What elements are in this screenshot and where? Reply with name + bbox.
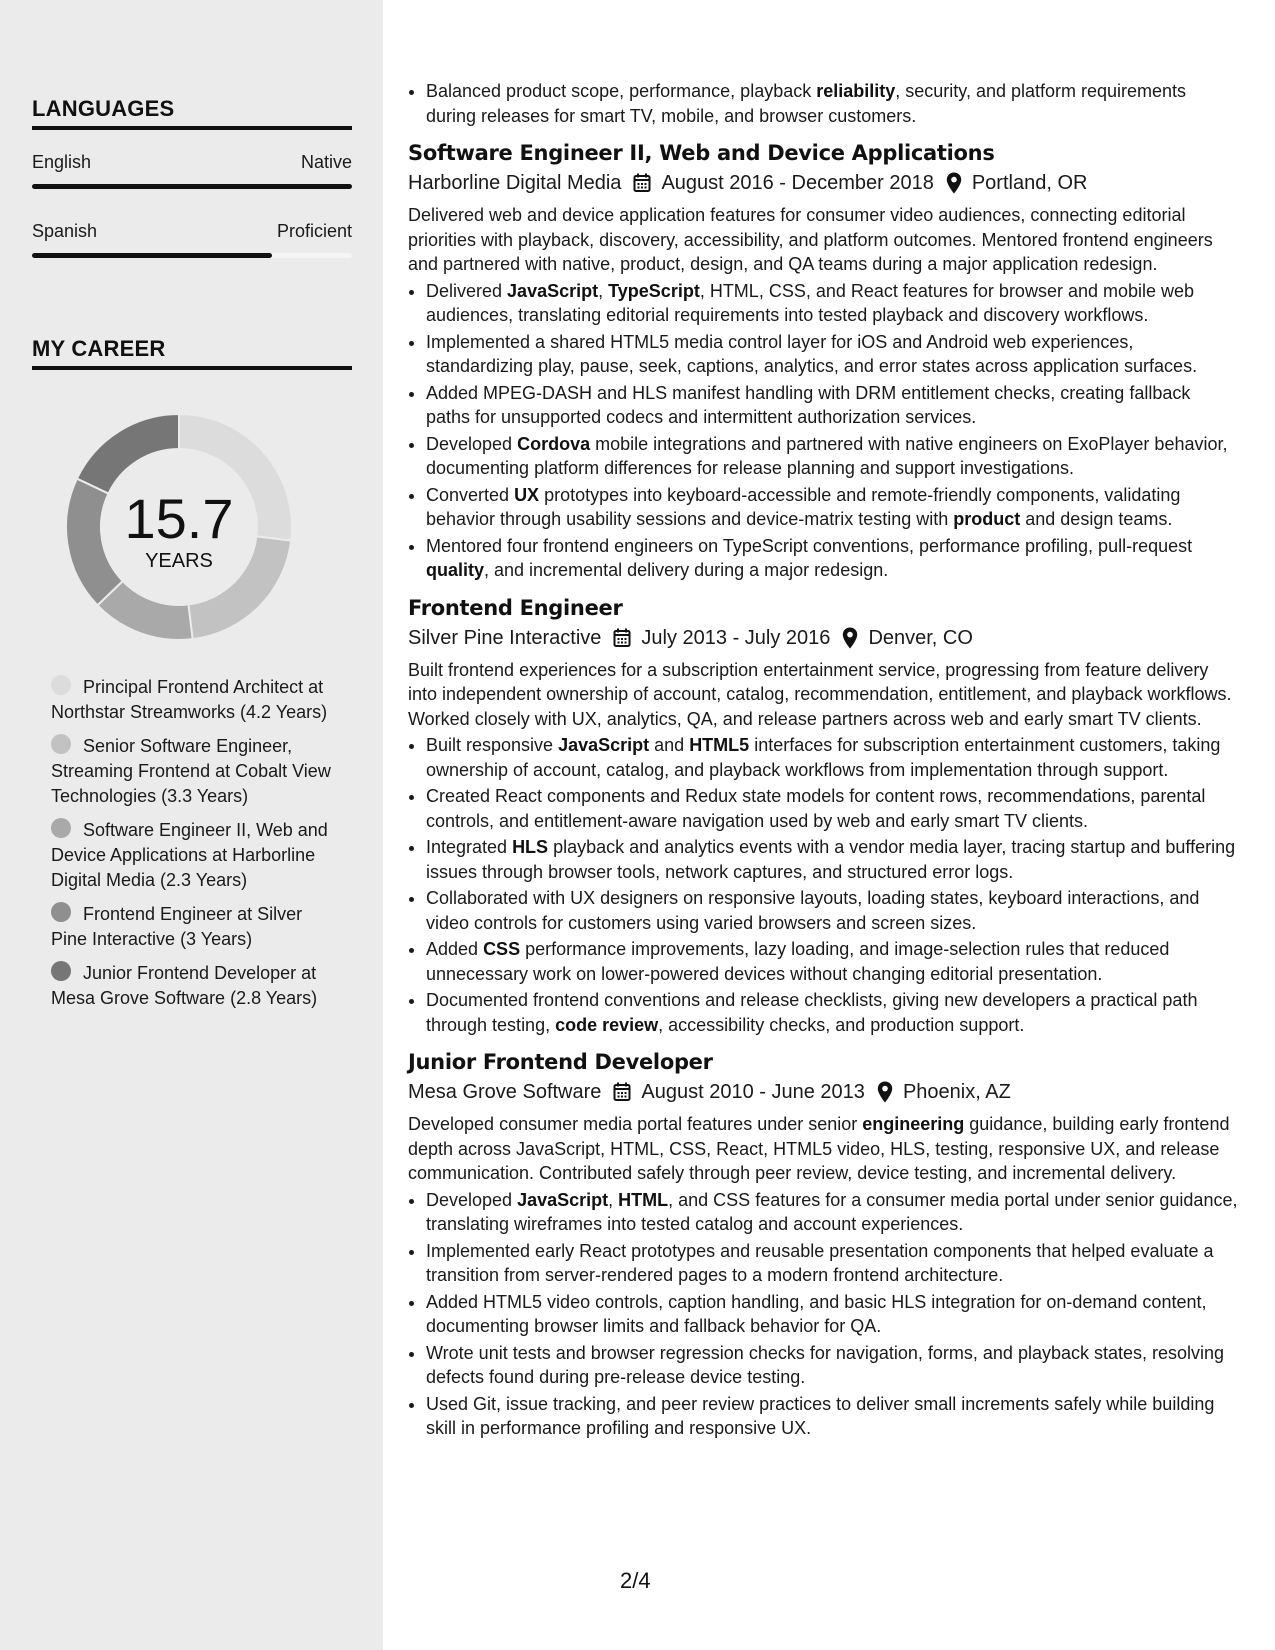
job-location: Denver, CO bbox=[868, 626, 973, 649]
language-bar-fill bbox=[32, 184, 352, 189]
career-heading: MY CAREER bbox=[32, 336, 166, 361]
job-bullet-list bbox=[408, 1188, 1238, 1441]
career-legend-label: Junior Frontend Developer at Mesa Grove Software (2.8 Years) bbox=[51, 963, 318, 1008]
job-meta bbox=[408, 1077, 1238, 1107]
job-summary: Developed consumer media portal features under senior engineering guidance, building early frontend depth across JavaScript, HTML, CSS, React, HTML5 video, HLS, testing, responsive UX, and release communication. Contributed safely through peer review, device testing, and incremental delivery. bbox=[408, 1114, 1230, 1183]
language-bar-english bbox=[32, 184, 352, 189]
career-legend-item bbox=[51, 902, 341, 952]
job-summary: Delivered web and device application features for consumer video audiences, connecting editorial priorities with playback, discovery, accessibility, and platform outcomes. Mentored frontend engineers and partnered with native, product, design, and QA teams during a major application redesign. bbox=[408, 205, 1213, 274]
language-row-spanish bbox=[32, 221, 352, 242]
job-title: Frontend Engineer bbox=[408, 595, 623, 620]
language-level: Native bbox=[300, 152, 352, 172]
bullet-item: • Integrated HLS playback and analytics events with a vendor media layer, tracing startup and buffering issues through browser tools, network captures, and structured error logs. bbox=[426, 835, 1238, 884]
bullet-item: • Implemented a shared HTML5 media control layer for iOS and Android web experiences, standardizing play, pause, seek, captions, analytics, and error states across application surfaces. bbox=[426, 330, 1238, 379]
calendar-icon bbox=[613, 628, 631, 648]
language-row-english bbox=[32, 152, 352, 173]
bullet-item: • Wrote unit tests and browser regression checks for navigation, forms, and playback states, resolving defects found during pre-release device testing. bbox=[426, 1341, 1238, 1390]
career-legend-label: Principal Frontend Architect at Northstar Streamworks (4.2 Years) bbox=[51, 677, 328, 722]
career-legend-item bbox=[51, 818, 341, 893]
legend-dot bbox=[51, 734, 71, 754]
career-legend-label: Senior Software Engineer, Streaming Frontend at Cobalt View Technologies (3.3 Years) bbox=[51, 736, 331, 806]
bullet-item: • Balanced product scope, performance, playback reliability, security, and platform requirements during releases for smart TV, mobile, and browser customers. bbox=[426, 79, 1238, 128]
languages-heading: LANGUAGES bbox=[32, 96, 175, 121]
sidebar bbox=[0, 0, 383, 1650]
career-donut-chart bbox=[66, 414, 292, 640]
legend-dot bbox=[51, 902, 71, 922]
languages-heading-rule bbox=[32, 126, 352, 130]
location-pin-icon bbox=[842, 627, 858, 649]
bullet-item: • Used Git, issue tracking, and peer review practices to deliver small increments safely while building skill in performance profiling and responsive UX. bbox=[426, 1392, 1238, 1441]
language-name: English bbox=[32, 152, 92, 172]
bullet-item: • Documented frontend conventions and release checklists, giving new developers a practical path through testing, code review, accessibility checks, and production support. bbox=[426, 988, 1238, 1037]
career-heading-rule bbox=[32, 366, 352, 370]
legend-dot bbox=[51, 818, 71, 838]
job-company: Mesa Grove Software bbox=[408, 1081, 602, 1103]
main-content bbox=[383, 0, 1275, 1650]
bullet-item: • Mentored four frontend engineers on TypeScript conventions, performance profiling, pull-request quality, and incremental delivery during a major redesign. bbox=[426, 534, 1238, 583]
bullet-item: • Delivered JavaScript, TypeScript, HTML, CSS, and React features for browser and mobile web audiences, translating editorial requirements into tested playback and discovery workflows. bbox=[426, 279, 1238, 328]
bullet-item: • Added MPEG-DASH and HLS manifest handling with DRM entitlement checks, creating fallback paths for unsupported codecs and intermittent authorization services. bbox=[426, 381, 1238, 430]
career-legend-item bbox=[51, 961, 341, 1011]
job-entry bbox=[408, 593, 1238, 1038]
career-legend-label: Frontend Engineer at Silver Pine Interactive (3 Years) bbox=[51, 904, 303, 949]
bullet-item: • Collaborated with UX designers on responsive layouts, loading states, keyboard interactions, and video controls for customers using varied browsers and screen sizes. bbox=[426, 886, 1238, 935]
career-legend-label: Software Engineer II, Web and Device Applications at Harborline Digital Media (2.3 Years) bbox=[51, 820, 328, 890]
donut-segment bbox=[77, 414, 179, 494]
career-years-label: YEARS bbox=[145, 550, 213, 572]
career-legend-item bbox=[51, 734, 341, 809]
job-title: Junior Frontend Developer bbox=[408, 1050, 713, 1074]
experience-section bbox=[408, 79, 1238, 1443]
job-title: Software Engineer II, Web and Device Applications bbox=[408, 141, 995, 165]
bullet-item: • Developed JavaScript, HTML, and CSS features for a consumer media portal under senior guidance, translating wireframes into tested catalog and account experiences. bbox=[426, 1188, 1238, 1237]
bullet-item: • Added CSS performance improvements, lazy loading, and image-selection rules that reduced unnecessary work on lower-powered devices without changing editorial presentation. bbox=[426, 937, 1238, 986]
page-number: 2/4 bbox=[620, 1568, 651, 1593]
bullet-item: • Developed Cordova mobile integrations and partnered with native engineers on ExoPlayer behavior, documenting platform differences for release planning and support investigations. bbox=[426, 432, 1238, 481]
career-legend bbox=[51, 675, 341, 1020]
legend-dot bbox=[51, 675, 71, 695]
job-summary: Built frontend experiences for a subscription entertainment service, progressing from feature delivery into independent ownership of account, catalog, recommendation, entitlement, and playback workflows. Worked closely with UX, analytics, QA, and release partners across web and early smart TV clients. bbox=[408, 659, 1232, 729]
job-location: Phoenix, AZ bbox=[902, 1081, 1011, 1103]
career-legend-item bbox=[51, 675, 341, 725]
bullet-item: • Implemented early React prototypes and reusable presentation components that helped evaluate a transition from server-rendered pages to a modern frontend architecture. bbox=[426, 1239, 1238, 1288]
language-level: Proficient bbox=[276, 221, 352, 241]
job-bullet-list bbox=[408, 733, 1238, 1037]
legend-dot bbox=[51, 961, 71, 981]
job-location: Portland, OR bbox=[971, 172, 1088, 194]
job-entry bbox=[408, 138, 1238, 583]
job-dates: August 2010 - June 2013 bbox=[641, 1081, 865, 1103]
language-bar-spanish bbox=[32, 253, 352, 258]
job-company: Harborline Digital Media bbox=[408, 172, 622, 194]
location-pin-icon bbox=[877, 1081, 893, 1103]
job-company: Silver Pine Interactive bbox=[408, 626, 602, 649]
calendar-icon bbox=[613, 1082, 631, 1102]
career-total-years: 15.7 bbox=[124, 487, 234, 550]
job-bullet-list bbox=[408, 279, 1238, 583]
language-name: Spanish bbox=[32, 221, 98, 241]
job-dates: August 2016 - December 2018 bbox=[661, 172, 934, 194]
job-dates: July 2013 - July 2016 bbox=[641, 626, 831, 649]
calendar-icon bbox=[633, 173, 651, 193]
bullet-item: • Added HTML5 video controls, caption handling, and basic HLS integration for on-demand content, documenting browser limits and fallback behavior for QA. bbox=[426, 1290, 1238, 1339]
location-pin-icon bbox=[946, 172, 962, 194]
language-bar-fill bbox=[32, 253, 272, 258]
job-meta bbox=[408, 623, 1238, 653]
job-entry bbox=[408, 1047, 1238, 1441]
bullet-item: • Converted UX prototypes into keyboard-accessible and remote-friendly components, validating behavior through usability sessions and device-matrix testing with product and design teams. bbox=[426, 483, 1238, 532]
job-meta bbox=[408, 168, 1238, 198]
bullet-item: • Built responsive JavaScript and HTML5 interfaces for subscription entertainment customers, taking ownership of account, catalog, and playback workflows from implementation through support. bbox=[426, 733, 1238, 782]
continued-bullet-list bbox=[408, 79, 1238, 128]
bullet-item: • Created React components and Redux state models for content rows, recommendations, parental controls, and entitlement-aware navigation used by web and early smart TV clients. bbox=[426, 784, 1238, 833]
